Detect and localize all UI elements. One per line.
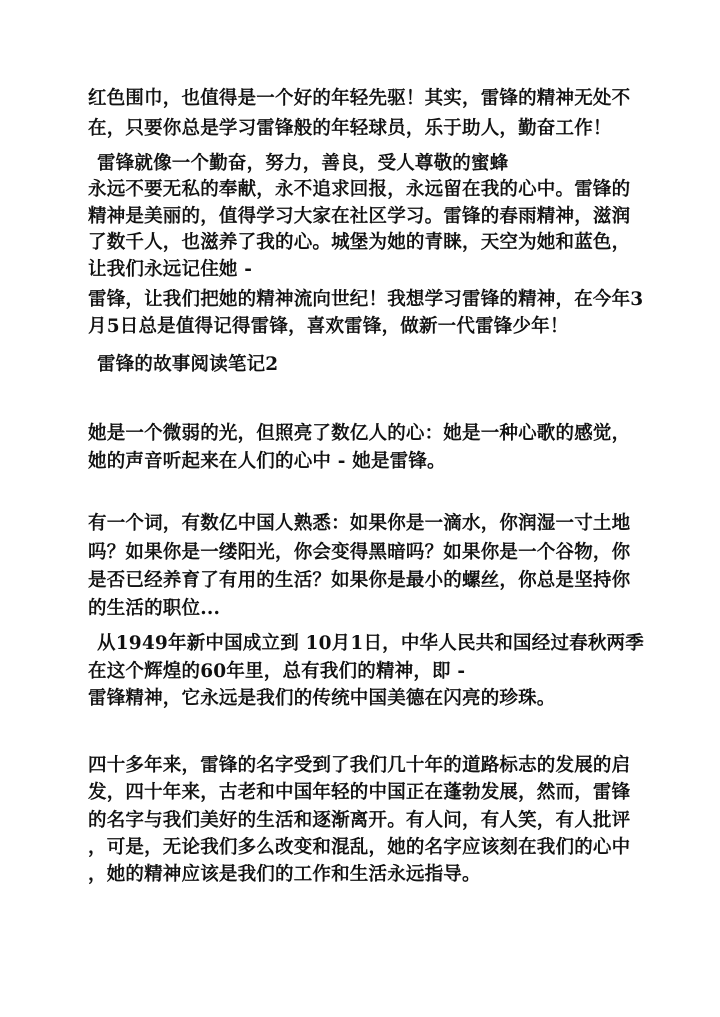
text-line: 从1949年新中国成立到 10月1日，中华人民共和国经过春秋两季 [97, 633, 644, 654]
text-line: 雷锋，让我们把她的精神流向世纪！我想学习雷锋的精神，在今年3 [88, 289, 644, 310]
text-line: 的生活的职位... [88, 598, 221, 619]
text-line: 发，四十年来，古老和中国年轻的中国正在蓬勃发展，然而，雷锋 [88, 782, 631, 803]
text-line: 雷锋就像一个勤奋，努力，善良，受人尊敬的蜜蜂 [97, 153, 509, 174]
text-line: 是否已经养育了有用的生活？如果你是最小的螺丝，你总是坚持你 [88, 570, 631, 591]
text-line: ，她的精神应该是我们的工作和生活永远指导。 [88, 864, 481, 885]
text-line: 她是一个微弱的光，但照亮了数亿人的心：她是一种心歌的感觉， [88, 423, 631, 444]
text-line: 精神是美丽的，值得学习大家在社区学习。雷锋的春雨精神，滋润 [88, 206, 631, 227]
text-line: 吗？如果你是一缕阳光，你会变得黑暗吗？如果你是一个谷物，你 [88, 542, 631, 563]
text-line: 她的声音听起来在人们的心中 - 她是雷锋。 [88, 451, 446, 472]
text-line: 永远不要无私的奉献，永不追求回报，永远留在我的心中。雷锋的 [88, 179, 631, 200]
text-line: 有一个词，有数亿中国人熟悉：如果你是一滴水，你润湿一寸土地 [88, 513, 631, 534]
section-heading: 雷锋的故事阅读笔记2 [97, 354, 279, 375]
text-line: ，可是，无论我们多么改变和混乱，她的名字应该刻在我们的心中 [88, 837, 631, 858]
text-line: 雷锋精神，它永远是我们的传统中国美德在闪亮的珍珠。 [88, 688, 556, 709]
text-line: 月5日总是值得记得雷锋，喜欢雷锋，做新一代雷锋少年！ [88, 316, 569, 337]
text-line: 在，只要你总是学习雷锋般的年轻球员，乐于助人，勤奋工作！ [88, 118, 612, 139]
text-line: 红色围巾，也值得是一个好的年轻先驱！其实，雷锋的精神无处不 [88, 88, 631, 109]
text-line: 四十多年来，雷锋的名字受到了我们几十年的道路标志的发展的启 [88, 755, 631, 776]
text-line: 让我们永远记住她 - [88, 259, 253, 280]
text-line: 的名字与我们美好的生活和逐渐离开。有人问，有人笑，有人批评 [88, 810, 631, 831]
text-line: 了数千人，也滋养了我的心。城堡为她的青睐，天空为她和蓝色， [88, 232, 631, 253]
text-line: 在这个辉煌的60年里，总有我们的精神，即 - [88, 661, 466, 682]
